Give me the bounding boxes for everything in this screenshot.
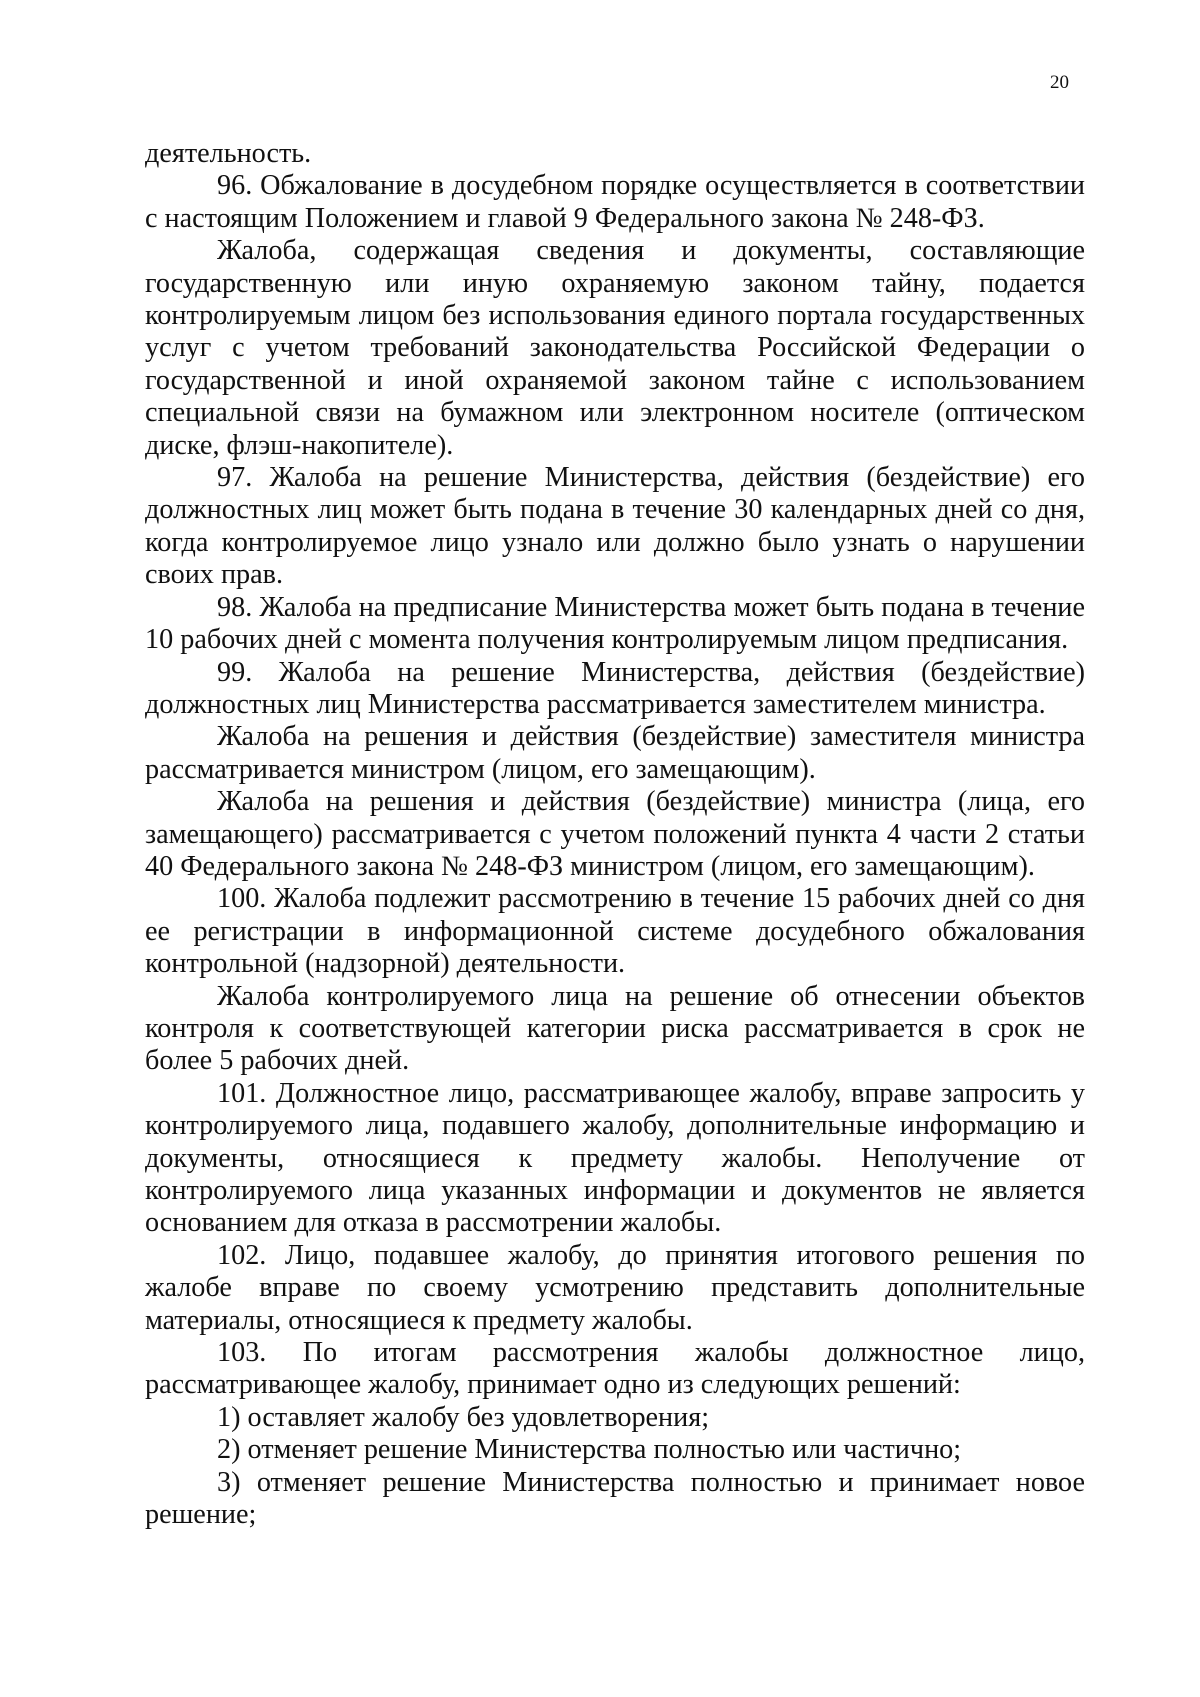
document-body <box>145 138 1085 1531</box>
paragraph: Жалоба на решения и действия (бездействие) заместителя министра рассматривается министром (лицом, его замещающим). <box>145 721 1085 785</box>
paragraph: Жалоба, содержащая сведения и документы, составляющие государственную или иную охраняемую законом тайну, подается контролируемым лицом без использования единого портала государственных услуг с учетом требований законодательства Российской Федерации о государственной и иной охраняемой законом тайне с использованием специальной связи на бумажном или электронном носителе (оптическом диске, флэш-накопителе). <box>145 235 1085 461</box>
list-item: 1) оставляет жалобу без удовлетворения; <box>217 1401 710 1433</box>
list-item: 3) отменяет решение Министерства полностью и принимает новое решение; <box>145 1466 1085 1531</box>
list-item: 2) отменяет решение Министерства полностью или частично; <box>217 1434 962 1466</box>
paragraph-103: 103. По итогам рассмотрения жалобы должностное лицо, рассматривающее жалобу, принимает одно из следующих решений: <box>145 1337 1085 1401</box>
page-number: 20 <box>1050 72 1069 93</box>
paragraph-99: 99. Жалоба на решение Министерства, действия (бездействие) должностных лиц Министерства рассматривается заместителем министра. <box>145 656 1085 720</box>
paragraph-101: 101. Должностное лицо, рассматривающее жалобу, вправе запросить у контролируемого лица, подавшего жалобу, дополнительные информацию и документы, относящиеся к предмету жалобы. Неполучение от контролируемого лица указанных информации и документов не является основанием для отказа в рассмотрении жалобы. <box>145 1077 1085 1239</box>
paragraph-96: 96. Обжалование в досудебном порядке осуществляется в соответствии с настоящим Положением и главой 9 Федерального закона № 248-ФЗ. <box>145 170 1085 234</box>
paragraph: Жалоба контролируемого лица на решение об отнесении объектов контроля к соответствующей категории риска рассматривается в срок не более 5 рабочих дней. <box>145 980 1085 1077</box>
paragraph-100: 100. Жалоба подлежит рассмотрению в течение 15 рабочих дней со дня ее регистрации в информационной системе досудебного обжалования контрольной (надзорной) деятельности. <box>145 883 1085 980</box>
paragraph-102: 102. Лицо, подавшее жалобу, до принятия итогового решения по жалобе вправе по своему усмотрению представить дополнительные материалы, относящиеся к предмету жалобы. <box>145 1239 1085 1336</box>
paragraph: Жалоба на решения и действия (бездействие) министра (лица, его замещающего) рассматривается с учетом положений пункта 4 части 2 статьи 40 Федерального закона № 248-ФЗ министром (лицом, его замещающим). <box>145 786 1085 882</box>
paragraph-97: 97. Жалоба на решение Министерства, действия (бездействие) его должностных лиц может быть подана в течение 30 календарных дней со дня, когда контролируемое лицо узнало или должно было узнать о нарушении своих прав. <box>145 462 1085 591</box>
paragraph-98: 98. Жалоба на предписание Министерства может быть подана в течение 10 рабочих дней с момента получения контролируемым лицом предписания. <box>145 591 1085 656</box>
paragraph: деятельность. <box>145 138 312 169</box>
